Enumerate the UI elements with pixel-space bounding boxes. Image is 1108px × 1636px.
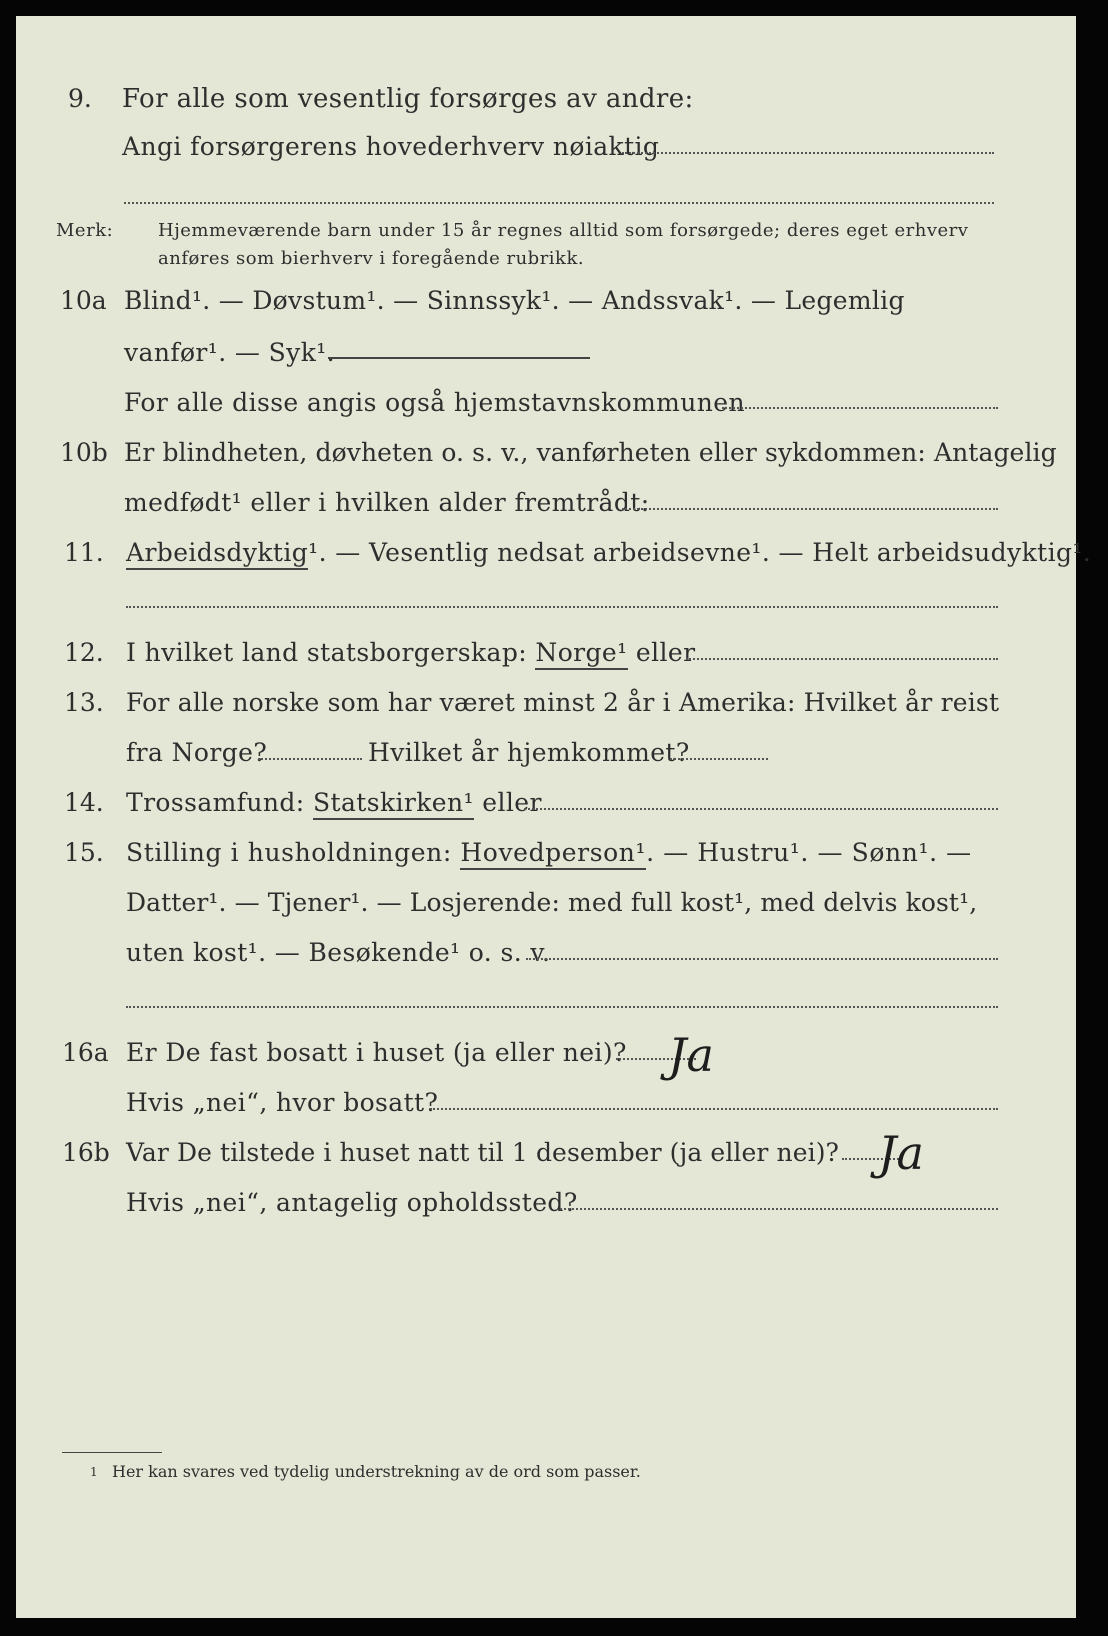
q12-text bbox=[126, 638, 695, 668]
q13-line1: For alle norske som har været minst 2 år i Amerika: Hvilket år reist bbox=[126, 688, 1000, 717]
q12-suffix: eller bbox=[635, 638, 696, 667]
q10b-line2: medfødt¹ eller i hvilken alder fremtrådt: bbox=[124, 488, 650, 517]
q16b-handwritten-answer[interactable]: Ja bbox=[878, 1126, 924, 1180]
q11-option-arbeidsdyktig[interactable]: Arbeidsdyktig bbox=[126, 538, 308, 570]
merk-line2: anføres som bierhverv i foregående rubrikk. bbox=[158, 248, 585, 269]
q14-suffix: eller bbox=[482, 788, 542, 817]
q9-answer-line[interactable] bbox=[622, 150, 994, 154]
q11-rest: ¹. — Vesentlig nedsat arbeidsevne¹. — Helt arbeidsudyktig¹. bbox=[308, 538, 1092, 567]
footnote-rule bbox=[62, 1452, 162, 1453]
q9-line2: Angi forsørgerens hovederhverv nøiaktig bbox=[122, 132, 660, 161]
q13-reist-line[interactable] bbox=[258, 756, 362, 760]
q16a-handwritten-answer[interactable]: Ja bbox=[668, 1028, 714, 1082]
q16b-line1: Var De tilstede i huset natt til 1 desember (ja eller nei)? bbox=[126, 1138, 840, 1167]
q10a-line2: vanfør¹. — Syk¹. bbox=[124, 338, 336, 367]
q15-line3: uten kost¹. — Besøkende¹ o. s. v. bbox=[126, 938, 551, 967]
q15-number: 15. bbox=[64, 838, 104, 867]
q16b-line2: Hvis „nei“, antagelig opholdssted? bbox=[126, 1188, 578, 1217]
q14-option-statskirken[interactable]: Statskirken¹ bbox=[313, 788, 474, 820]
q9-line1: For alle som vesentlig forsørges av andre: bbox=[122, 84, 694, 114]
q14-number: 14. bbox=[64, 788, 104, 817]
footnote-mark: 1 bbox=[90, 1465, 98, 1479]
q16a-line1: Er De fast bosatt i huset (ja eller nei)? bbox=[126, 1038, 627, 1067]
q10b-answer-line[interactable] bbox=[622, 506, 998, 510]
q16a-line2: Hvis „nei“, hvor bosatt? bbox=[126, 1088, 439, 1117]
q15-prefix: Stilling i husholdningen: bbox=[126, 838, 452, 867]
q11-text bbox=[126, 538, 1091, 568]
q14-prefix: Trossamfund: bbox=[126, 788, 305, 817]
q16b-number: 16b bbox=[62, 1138, 110, 1167]
q15-separator-line bbox=[126, 1004, 998, 1008]
q16b-opholdssted-line[interactable] bbox=[560, 1206, 998, 1210]
q10a-answer-line[interactable] bbox=[328, 357, 590, 359]
q10b-number: 10b bbox=[60, 438, 108, 467]
q12-option-norge[interactable]: Norge¹ bbox=[535, 638, 627, 670]
q16a-bosatt-line[interactable] bbox=[430, 1106, 998, 1110]
q12-answer-line[interactable] bbox=[686, 656, 998, 660]
q15-line1 bbox=[126, 838, 972, 868]
q16a-number: 16a bbox=[62, 1038, 109, 1067]
q10a-line3: For alle disse angis også hjemstavnskommunen bbox=[124, 388, 745, 417]
q15-line2: Datter¹. — Tjener¹. — Losjerende: med full kost¹, med delvis kost¹, bbox=[126, 888, 978, 917]
q13-line2b: Hvilket år hjemkommet? bbox=[368, 738, 690, 767]
q11-answer-line[interactable] bbox=[126, 604, 998, 608]
q15-rest1: . — Hustru¹. — Sønn¹. — bbox=[646, 838, 972, 867]
q13-number: 13. bbox=[64, 688, 104, 717]
q10b-line1: Er blindheten, døvheten o. s. v., vanførheten eller sykdommen: Antagelig bbox=[124, 438, 1057, 467]
q15-answer-line[interactable] bbox=[526, 956, 998, 960]
merk-label: Merk: bbox=[56, 220, 114, 241]
census-form-page bbox=[16, 16, 1092, 1618]
q14-answer-line[interactable] bbox=[524, 806, 998, 810]
q13-line2a: fra Norge? bbox=[126, 738, 268, 767]
footnote-text: Her kan svares ved tydelig understrekning av de ord som passer. bbox=[112, 1462, 641, 1481]
q15-option-hovedperson[interactable]: Hovedperson¹ bbox=[460, 838, 646, 870]
merk-line1: Hjemmeværende barn under 15 år regnes alltid som forsørgede; deres eget erhverv bbox=[158, 220, 969, 241]
q14-text bbox=[126, 788, 542, 818]
q10a-line1: Blind¹. — Døvstum¹. — Sinnssyk¹. — Andssvak¹. — Legemlig bbox=[124, 286, 905, 315]
q9-number: 9. bbox=[68, 84, 92, 113]
q13-hjemkommet-line[interactable] bbox=[670, 756, 768, 760]
q12-prefix: I hvilket land statsborgerskap: bbox=[126, 638, 528, 667]
q10a-hjemstavn-line[interactable] bbox=[722, 405, 998, 409]
q9-answer-line-2[interactable] bbox=[124, 200, 994, 204]
q10a-number: 10a bbox=[60, 286, 107, 315]
q11-number: 11. bbox=[64, 538, 104, 567]
q12-number: 12. bbox=[64, 638, 104, 667]
